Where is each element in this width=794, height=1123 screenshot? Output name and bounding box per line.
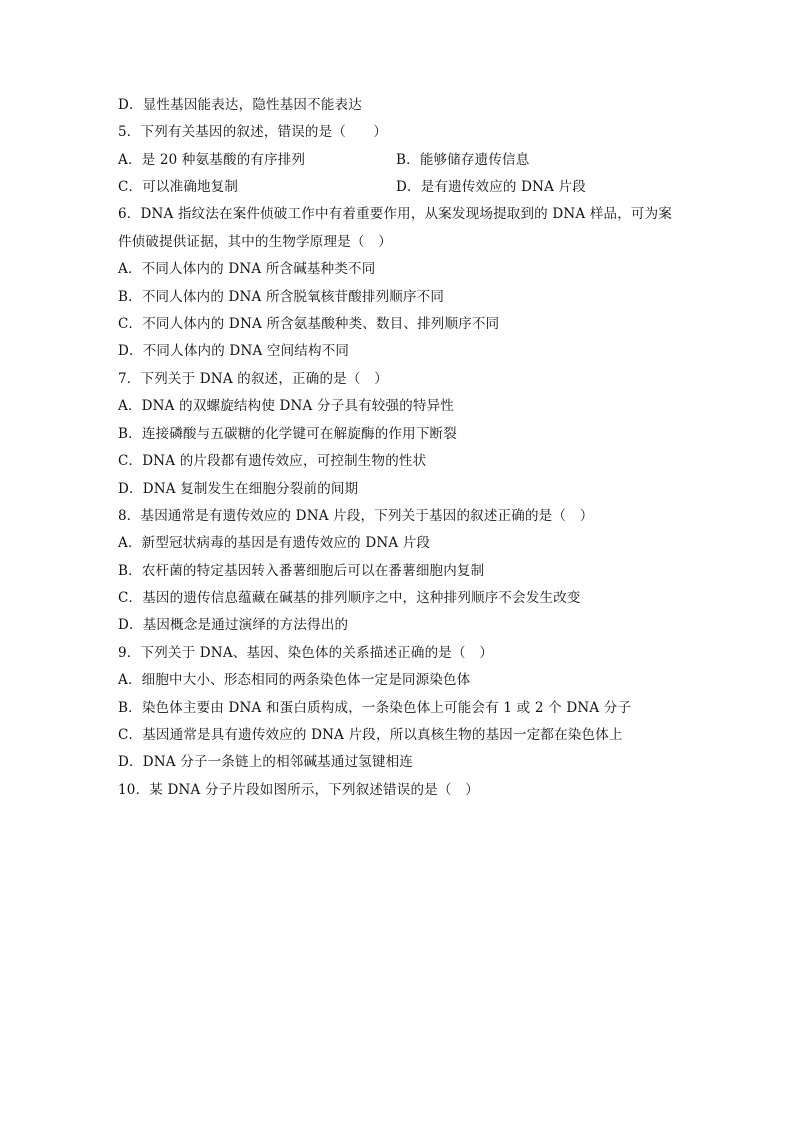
q8-option-b: B．农杆菌的特定基因转入番薯细胞后可以在番薯细胞内复制: [118, 563, 485, 579]
q5-option-d: D．是有遗传效应的 DNA 片段: [396, 179, 586, 195]
q6-stem-line2: 件侦破提供证据，其中的生物学原理是（ ）: [118, 234, 392, 250]
q6-option-c: C．不同人体内的 DNA 所含氨基酸种类、数目、排列顺序不同: [118, 316, 500, 332]
q5-option-a: A．是 20 种氨基酸的有序排列: [118, 152, 306, 168]
q5-option-b: B．能够储存遗传信息: [396, 152, 530, 168]
q5-option-c: C．可以准确地复制: [118, 179, 239, 195]
q7-stem: 7．下列关于 DNA 的叙述，正确的是（ ）: [118, 371, 388, 387]
q9-option-a: A．细胞中大小、形态相同的两条染色体一定是同源染色体: [118, 672, 471, 688]
q7-option-d: D．DNA 复制发生在细胞分裂前的间期: [118, 481, 359, 497]
q7-option-a: A．DNA 的双螺旋结构使 DNA 分子具有较强的特异性: [118, 398, 454, 414]
q6-option-d: D．不同人体内的 DNA 空间结构不同: [118, 343, 350, 359]
q9-option-c: C．基因通常是具有遗传效应的 DNA 片段，所以真核生物的基因一定都在染色体上: [118, 727, 623, 743]
q6-option-b: B．不同人体内的 DNA 所含脱氧核苷酸排列顺序不同: [118, 289, 445, 305]
q9-option-b: B．染色体主要由 DNA 和蛋白质构成，一条染色体上可能会有 1 或 2 个 DNA 分子: [118, 700, 632, 716]
q7-option-b: B．连接磷酸与五碳糖的化学键可在解旋酶的作用下断裂: [118, 426, 457, 442]
q9-stem: 9．下列关于 DNA、基因、染色体的关系描述正确的是（ ）: [118, 645, 494, 661]
q8-option-d: D．基因概念是通过演绎的方法得出的: [118, 617, 349, 633]
q5-stem: 5．下列有关基因的叙述，错误的是（ ）: [118, 124, 388, 140]
q7-option-c: C．DNA 的片段都有遗传效应，可控制生物的性状: [118, 453, 427, 469]
q4-option-d: D．显性基因能表达，隐性基因不能表达: [118, 97, 362, 113]
q8-option-c: C．基因的遗传信息蕴藏在碱基的排列顺序之中，这种排列顺序不会发生改变: [118, 590, 581, 606]
q9-option-d: D．DNA 分子一条链上的相邻碱基通过氢键相连: [118, 754, 414, 770]
q10-stem: 10．某 DNA 分子片段如图所示，下列叙述错误的是（ ）: [118, 782, 479, 798]
q8-option-a: A．新型冠状病毒的基因是有遗传效应的 DNA 片段: [118, 535, 431, 551]
q6-option-a: A．不同人体内的 DNA 所含碱基种类不同: [118, 261, 376, 277]
q8-stem: 8．基因通常是有遗传效应的 DNA 片段，下列关于基因的叙述正确的是（ ）: [118, 508, 594, 524]
q6-stem-line1: 6．DNA 指纹法在案件侦破工作中有着重要作用，从案发现场提取到的 DNA 样品，可为案: [118, 206, 673, 222]
